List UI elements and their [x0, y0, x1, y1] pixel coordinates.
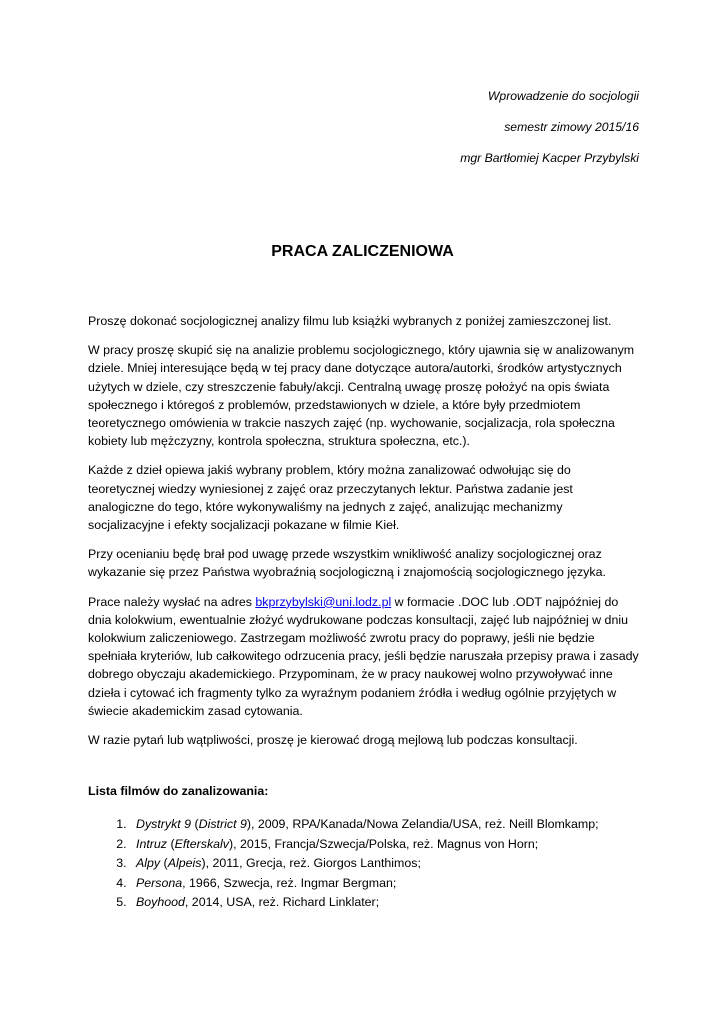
film-list-title: Lista filmów do zanalizowania:	[88, 784, 269, 799]
email-link[interactable]: bkprzybylski@uni.lodz.pl	[255, 594, 392, 609]
film-list-item: 4. Persona, 1966, Szwecja, reż. Ingmar Bergman;	[130, 874, 640, 894]
film-original-title: Alpeis	[167, 856, 202, 871]
document-body	[88, 312, 640, 913]
film-title: Boyhood	[136, 895, 185, 910]
course-name: Wprowadzenie do socjologii	[487, 89, 639, 103]
film-title: Intruz	[136, 836, 167, 851]
film-title: Dystrykt 9	[136, 817, 192, 832]
film-original-title: Efterskalv	[174, 836, 229, 851]
film-title: Alpy	[136, 856, 161, 871]
document-header	[460, 87, 639, 180]
semester: semestr zimowy 2015/16	[504, 120, 639, 134]
film-original-title: District 9	[198, 817, 247, 832]
submission-text-end: w formacie .DOC lub .ODT najpóźniej do dnia kolokwium, ewentualnie złożyć wydrukowane podczas konsultacji, zajęć lub najpóźniej w dniu kolokwium zaliczeniowego. Zastrzegam możliwość zwrotu pracy do poprawy, jeśli nie będzie spełniała kryteriów, lub całkowitego odrzucenia pracy, jeśli będzie naruszała przepisy prawa i zasady dobrego obyczaju akademickiego. Przypominam, że w pracy naukowej wolno przywoływać inne dzieła i cytować ich fragmenty tylko za wyraźnym podaniem źródła i według ogólnie przyjętych w świecie akademickim zasad cytowania.	[88, 594, 639, 718]
paragraph-submission	[88, 593, 640, 720]
film-list-item: 2. Intruz (Efterskalv), 2015, Francja/Szwecja/Polska, reż. Magnus von Horn;	[130, 835, 640, 855]
paragraph-grading: Przy ocenianiu będę brał pod uwagę przede wszystkim wnikliwość analizy socjologicznej oraz wykazanie się przez Państwa wyobraźnią socjologiczną i znajomością socjologicznego języka.	[88, 547, 606, 580]
page-title: PRACA ZALICZENIOWA	[271, 243, 454, 260]
paragraph-intro: Proszę dokonać socjologicznej analizy filmu lub książki wybranych z poniżej zamieszczonej list.	[88, 314, 612, 328]
film-list-item: 3. Alpy (Alpeis), 2011, Grecja, reż. Giorgos Lanthimos;	[130, 854, 640, 874]
paragraph-questions: W razie pytań lub wątpliwości, proszę je kierować drogą mejlową lub podczas konsultacji.	[88, 733, 578, 748]
film-title: Persona	[136, 875, 183, 890]
film-list-item: 5. Boyhood, 2014, USA, reż. Richard Linklater;	[130, 893, 640, 913]
submission-text-start: Prace należy wysłać na adres	[88, 594, 256, 609]
teacher-name: mgr Bartłomiej Kacper Przybylski	[460, 151, 639, 165]
film-list-item: 1. Dystrykt 9 (District 9), 2009, RPA/Kanada/Nowa Zelandia/USA, reż. Neill Blomkamp;	[130, 815, 640, 835]
film-list	[88, 815, 640, 913]
paragraph-focus: W pracy proszę skupić się na analizie problemu socjologicznego, który ujawnia się w analizowanym dziele. Mniej interesujące będą w tej pracy dane dotyczące autora/autorki, środków artystycznych użytych w dziele, czy streszczenie fabuły/akcji. Centralną uwagę proszę położyć na opis świata społecznego i któregoś z problemów, przedstawionych w dziele, a które były przedmiotem teoretycznego omówienia w trakcie naszych zajęć (np. wychowanie, socjalizacja, rola społeczna kobiety lub mężczyzny, kontrola społeczna, struktura społeczna, etc.).	[88, 343, 635, 449]
paragraph-problem: Każde z dzieł opiewa jakiś wybrany problem, który można zanalizować odwołując się do teoretycznej wiedzy wyniesionej z zajęć oraz przeczytanych lektur. Państwa zadanie jest analogiczne do tego, które wykonywaliśmy na jednych z zajęć, analizując mechanizmy socjalizacyjne i efekty socjalizacji pokazane w filmie Kieł.	[88, 463, 573, 533]
